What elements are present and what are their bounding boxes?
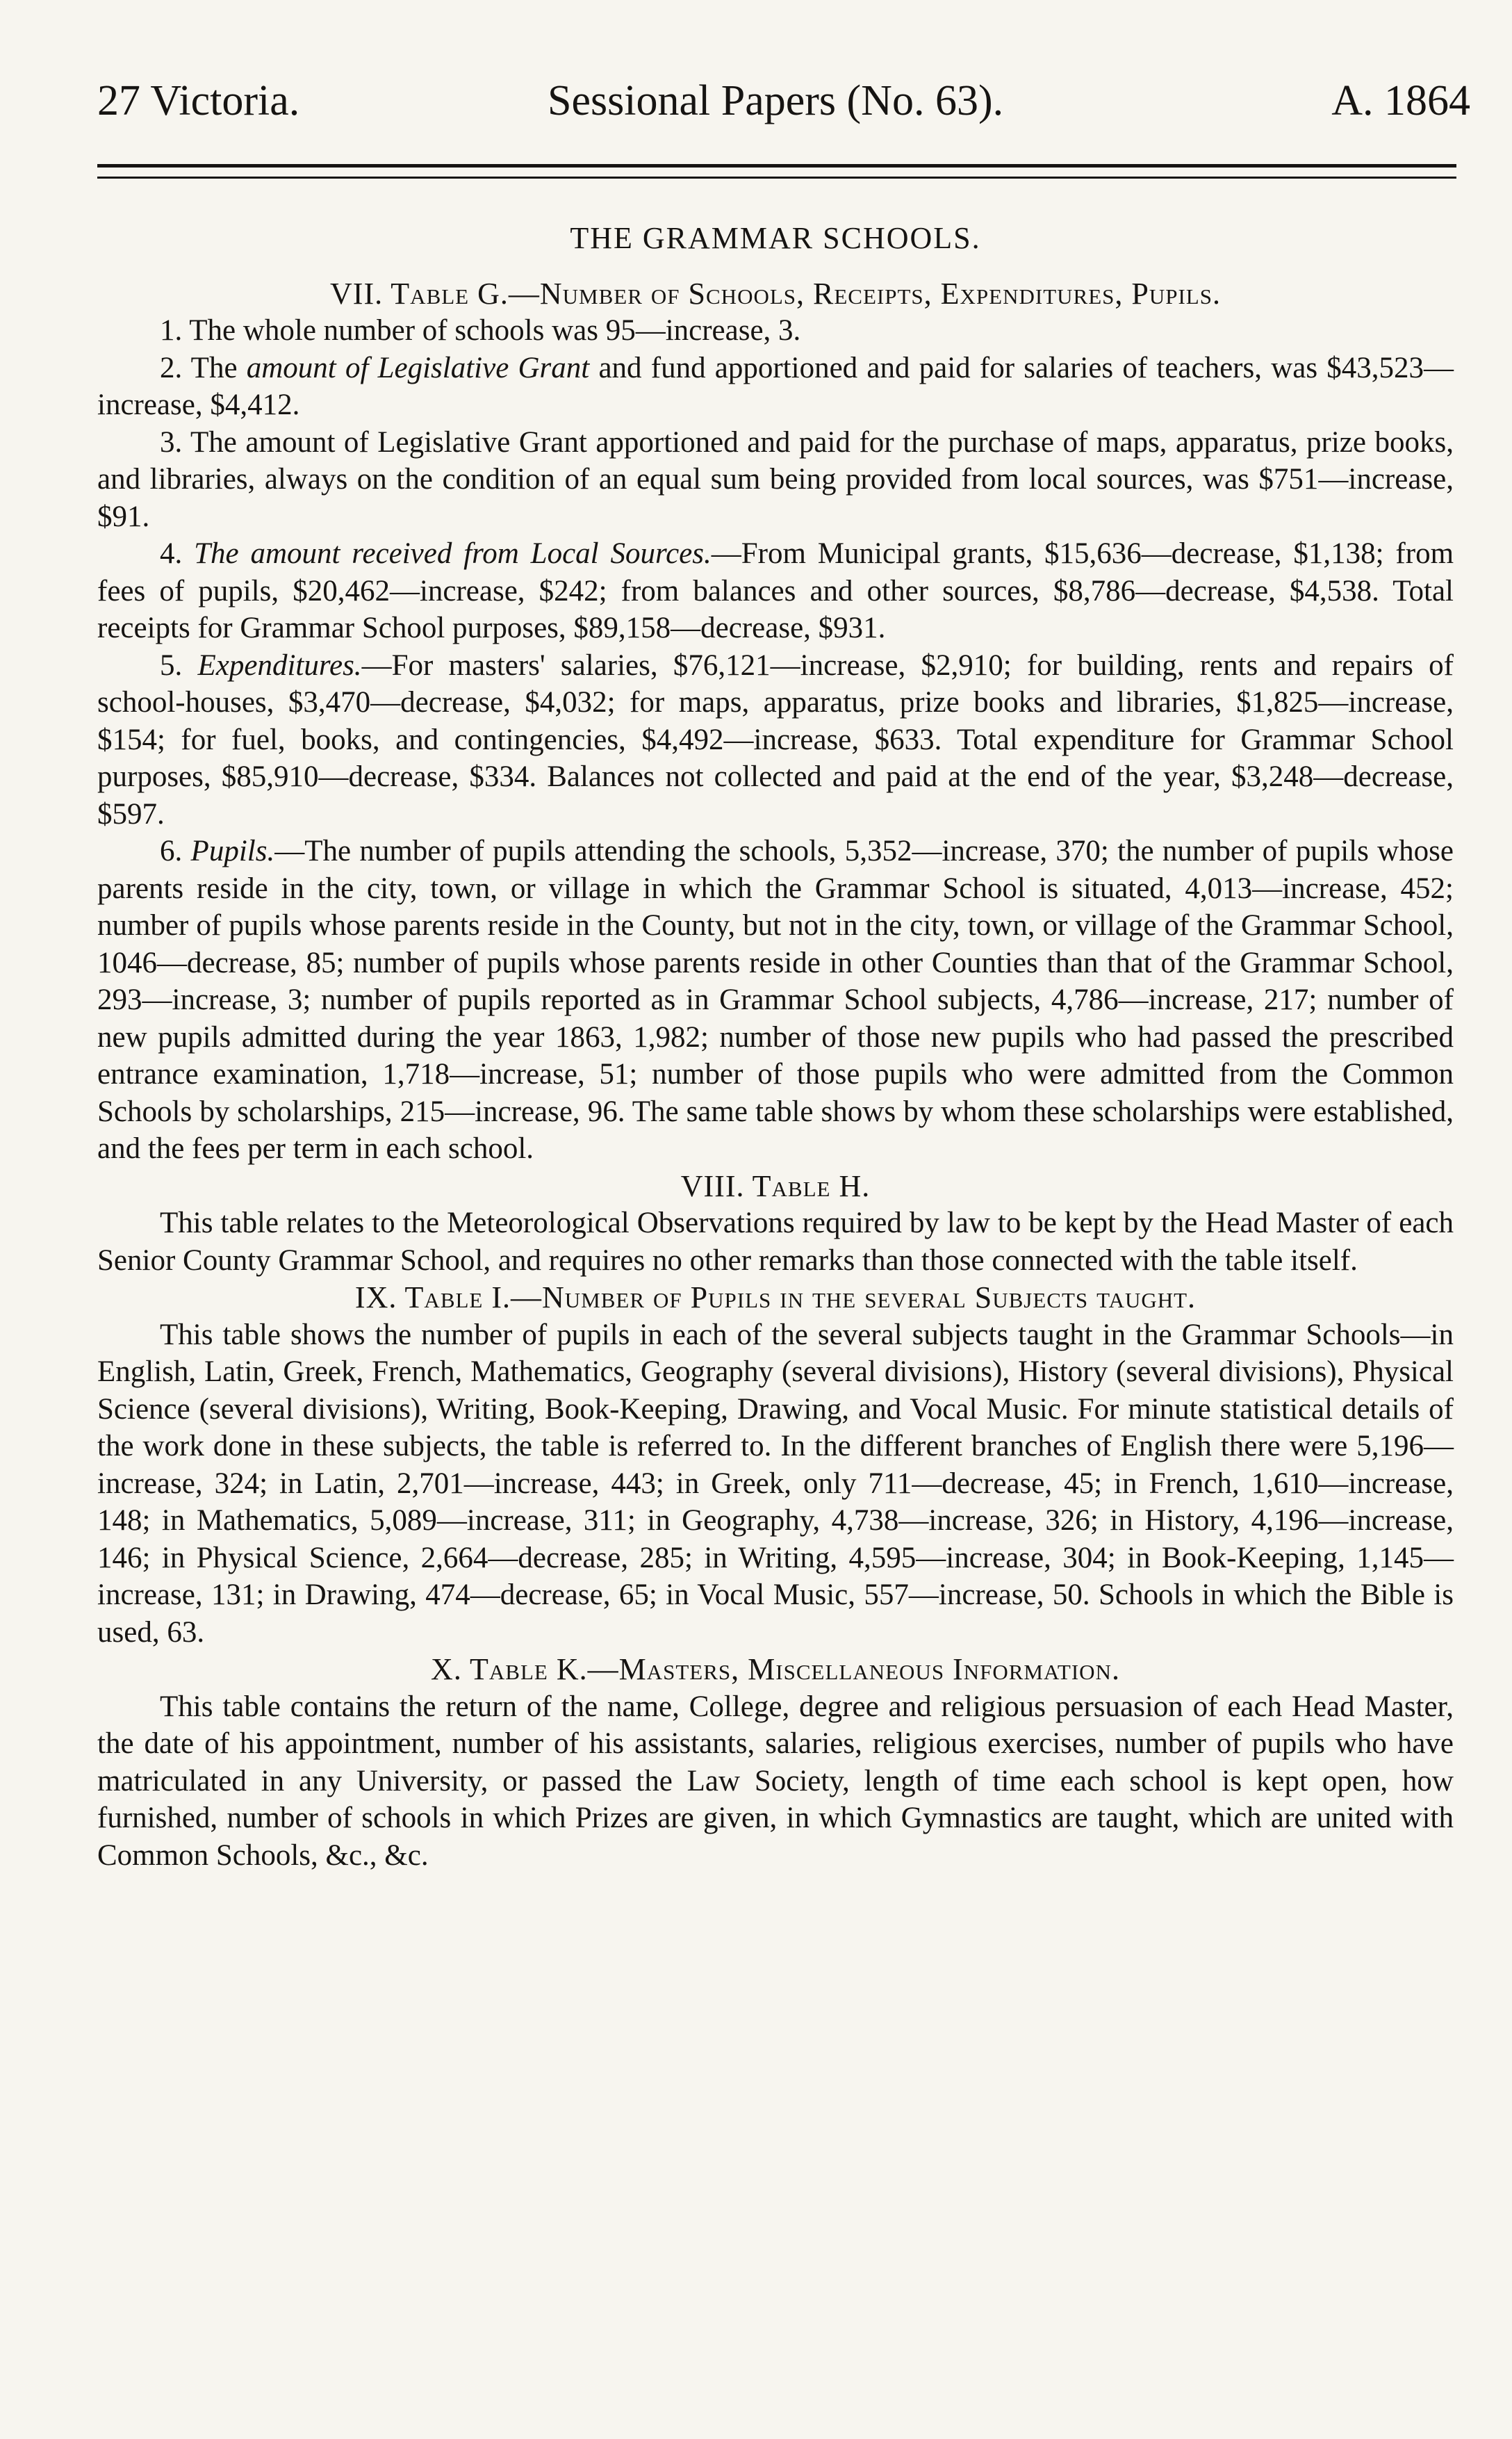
section-heading-x: X. Table K.—Masters, Miscellaneous Information.: [431, 1652, 1120, 1686]
header-year: A. 1864: [1331, 77, 1470, 124]
paragraph-vii-3: 3. The amount of Legislative Grant apportioned and paid for the purchase of maps, apparatus, prize books, and libraries, always on the condition of an equal sum being provided from local sources, was $751—increase, $91.: [97, 425, 1454, 533]
section-heading-viii: VIII. Table H.: [680, 1168, 871, 1203]
paragraph-ix: This table shows the number of pupils in each of the several subjects taught in the Grammar Schools—in English, Latin, Greek, French, Mathematics, Geography (several divisions), History (several divisions), Physical Science (several divisions), Writing, Book-Keeping, Drawing, and Vocal Music. For minute statistical details of the work done in these subjects, the table is referred to. In the different branches of English there were 5,196—increase, 324; in Latin, 2,701—increase, 443; in Greek, only 711—decrease, 45; in French, 1,610—increase, 148; in Mathematics, 5,089—increase, 311; in Geography, 4,738—increase, 326; in History, 4,196—increase, 146; in Physical Science, 2,664—decrease, 285; in Writing, 4,595—increase, 304; in Book-Keeping, 1,145—increase, 131; in Drawing, 474—decrease, 65; in Vocal Music, 557—increase, 50. Schools in which the Bible is used, 63.: [97, 1318, 1454, 1649]
running-header: [97, 76, 1470, 139]
paragraph-vii-1: 1. The whole number of schools was 95—increase, 3.: [160, 314, 801, 347]
paragraph-x: This table contains the return of the name, College, degree and religious persuasion of each Head Master, the date of his appointment, number of his assistants, salaries, religious exercises, number of pupils who have matriculated in any University, or passed the Law Society, length of time each school is kept open, how furnished, number of schools in which Prizes are given, in which Gymnastics are taught, which are united with Common Schools, &c., &c.: [97, 1690, 1454, 1872]
paragraph-vii-4: 4. The amount received from Local Sources.—From Municipal grants, $15,636—decrease, $1,138; from fees of pupils, $20,462—increase, $242; from balances and other sources, $8,786—decrease, $4,538. Total receipts for Grammar School purposes, $89,158—decrease, $931.: [97, 537, 1454, 644]
header-series: Sessional Papers (No. 63).: [548, 77, 1004, 124]
section-heading-ix: IX. Table I.—Number of Pupils in the several Subjects taught.: [354, 1280, 1197, 1314]
document-body: [97, 220, 1454, 1874]
header-rule-thick: [97, 164, 1456, 168]
section-heading-vii: VII. Table G.—Number of Schools, Receipts, Expenditures, Pupils.: [330, 276, 1221, 311]
page-title: THE GRAMMAR SCHOOLS.: [570, 221, 981, 255]
header-rule-thin: [97, 177, 1456, 179]
paragraph-vii-5: 5. Expenditures.—For masters' salaries, $76,121—increase, $2,910; for building, rents and repairs of school-houses, $3,470—decrease, $4,032; for maps, apparatus, prize books and libraries, $1,825—increase, $154; for fuel, books, and contingencies, $4,492—increase, $633. Total expenditure for Grammar School purposes, $85,910—decrease, $334. Balances not collected and paid at the end of the year, $3,248—decrease, $597.: [97, 649, 1454, 831]
header-volume: 27 Victoria.: [97, 77, 300, 124]
paragraph-vii-2: 2. The amount of Legislative Grant and fund apportioned and paid for salaries of teachers, was $43,523—increase, $4,412.: [97, 351, 1454, 421]
paragraph-viii: This table relates to the Meteorological Observations required by law to be kept by the Head Master of each Senior County Grammar School, and requires no other remarks than those connected with the table itself.: [97, 1207, 1454, 1277]
paragraph-vii-6: 6. Pupils.—The number of pupils attending the schools, 5,352—increase, 370; the number of pupils whose parents reside in the city, town, or village in which the Grammar School is situated, 4,013—increase, 452; number of pupils whose parents reside in the County, but not in the city, town, or village of the Grammar School, 1046—decrease, 85; number of pupils whose parents reside in other Counties than that of the Grammar School, 293—increase, 3; number of pupils reported as in Grammar School subjects, 4,786—increase, 217; number of new pupils admitted during the year 1863, 1,982; number of those new pupils who had passed the prescribed entrance examination, 1,718—increase, 51; number of those pupils who were admitted from the Common Schools by scholarships, 215—increase, 96. The same table shows by whom these scholarships were established, and the fees per term in each school.: [97, 835, 1454, 1165]
